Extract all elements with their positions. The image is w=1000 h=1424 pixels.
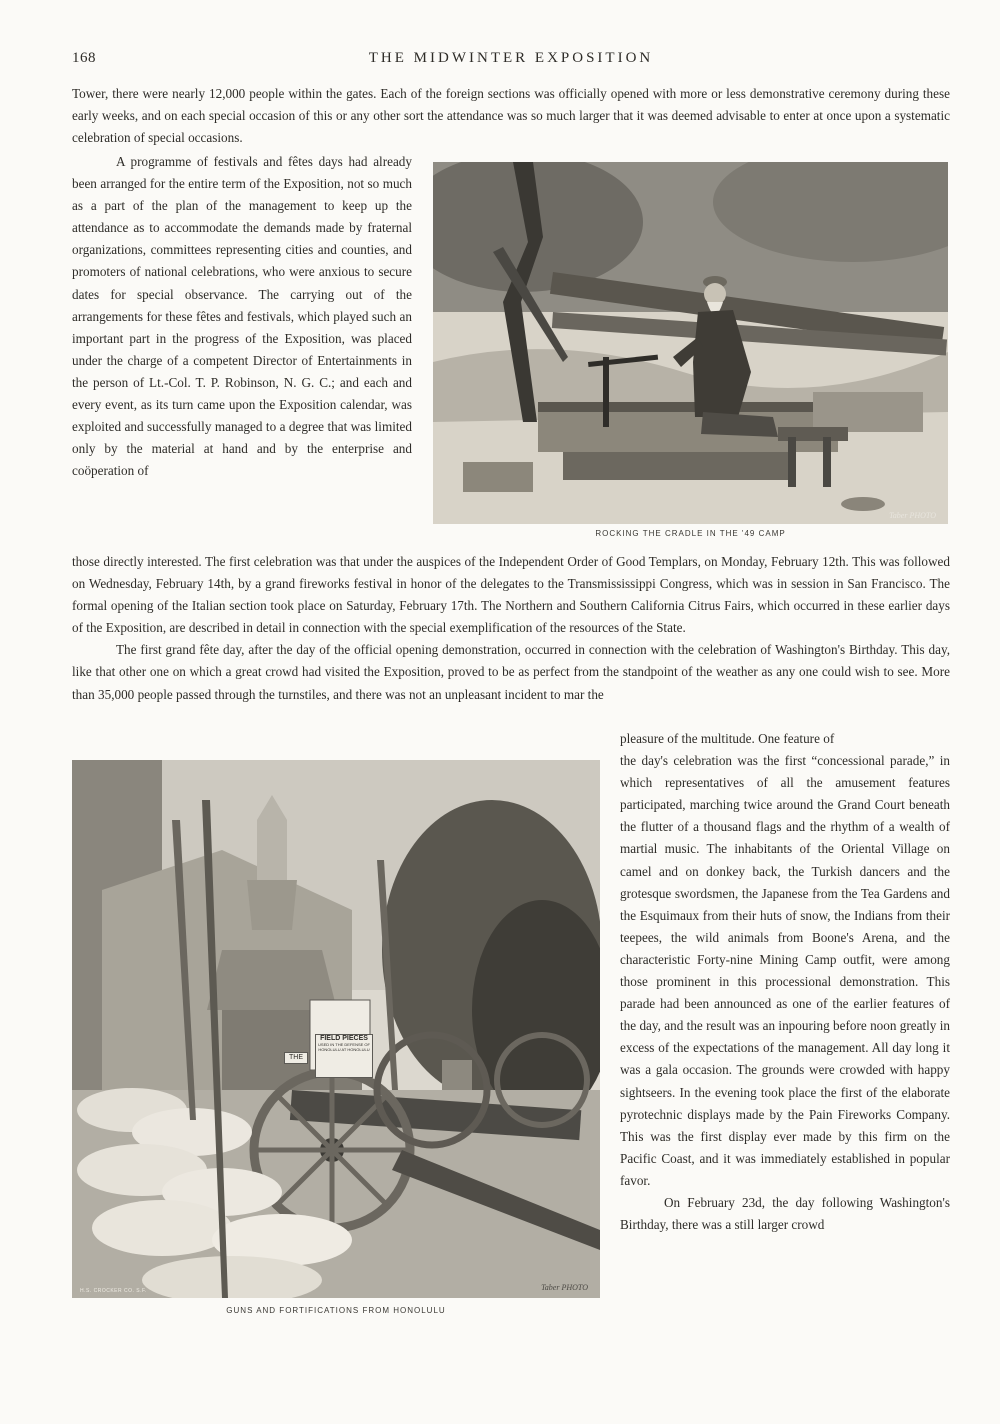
programme-column — [72, 151, 412, 482]
cradle-caption: ROCKING THE CRADLE IN THE '49 CAMP — [595, 529, 786, 538]
parade-paragraph: the day's celebration was the first “concessional parade,” in which representatives of all the amusement features participated, marching twice around the Grand Court beneath the flutter of a thousand flags and the rhythm of a wealth of martial music. The inhabitants of the Oriental Village on camel and on donkey back, the Turkish dancers and the grotesque swordsmen, the Japanese from the Tea Gardens and the Esquimaux from their huts of snow, the Indians from their teepees, the wild animals from Boone's Arena, and the characteristic Forty-nine Mining Camp outfit, were among those prominent in this processional demonstration. This parade had been announced as one of the earlier features of the day, and the result was an inpouring before noon greatly in excess of the expectations of the management. All day long it was a gala occasion. The grounds were crowded with happy sightseers. In the evening took place the first of the elaborate pyrotechnic displays made by the Pain Fireworks Company. This was the first display ever made by this firm on the Pacific Coast, and it was immediately established in popular favor. — [620, 753, 950, 1188]
sign-title: FIELD PIECES — [320, 1035, 368, 1042]
guns-caption: GUNS AND FORTIFICATIONS FROM HONOLULU — [226, 1306, 446, 1315]
guns-photo-illustration — [72, 760, 600, 1298]
programme-paragraph: A programme of festivals and fêtes days had already been arranged for the entire term of the Exposition, not so much as a part of the plan of the management to keep up the attendance as to accommodate the demands made by fraternal organizations, committees representing cities and counties, and promoters of national celebrations, who were anxious to secure dates for special observance. The carrying out of the arrangements for these fêtes and festivals, which played such an important part in the progress of the Exposition, was placed under the charge of a competent Director of Entertainments in the person of Lt.-Col. T. P. Robinson, N. G. C.; and each and every event, as its turn came upon the Exposition calendar, was exploited and successfully managed to a degree that was limited only by the material at hand and by the enterprise and coöperation of — [72, 154, 412, 479]
sign-subtitle: USED IN THE DEFENSE OF HONOLULU AT HONOLULU — [318, 1042, 370, 1052]
fete-day-tail-line: pleasure of the multitude. One feature of — [620, 731, 835, 746]
feb23-paragraph: On February 23d, the day following Washington's Birthday, there was a still larger crowd — [620, 1194, 950, 1233]
guns-building-sign: THE — [284, 1052, 308, 1064]
cradle-photo-illustration — [433, 162, 948, 524]
running-title: THE MIDWINTER EXPOSITION — [368, 50, 654, 66]
figure-cradle — [430, 162, 948, 542]
intro-paragraph: Tower, there were nearly 12,000 people within the gates. Each of the foreign sections was officially opened with more or less demonstrative ceremony during these early weeks, and on each special occasion of this or any other sort the attendance was so much larger that it was deemed advisable to enter at once upon a systematic celebration of special occasions. — [72, 86, 950, 146]
intro-paragraph-block — [72, 83, 950, 149]
guns-photo — [72, 760, 600, 1298]
cradle-photo — [433, 162, 948, 524]
cradle-photo-credit: Taber PHOTO — [889, 511, 936, 520]
engraver-mark: H.S. CROCKER CO. S.F. — [80, 1288, 147, 1294]
page-header — [72, 50, 950, 74]
figure-guns — [72, 760, 602, 1320]
fete-day-paragraph: The first grand fête day, after the day of the official opening demonstration, occurred in connection with the celebration of Washington's Birthday. This day, like that other one on which a great crowd had visited the Exposition, proved to be as perfect from the standpoint of the weather as any one could wish to see. More than 35,000 people passed through the turnstiles, and there was not an unpleasant incident to mar the — [72, 642, 950, 702]
programme-continuation-paragraph: those directly interested. The first celebration was that under the auspices of the Independent Order of Good Templars, on Monday, February 12th. This was followed on Wednesday, February 14th, by a grand fireworks festival in honor of the delegates to the Transmississippi Congress, which was in session in San Francisco. The formal opening of the Italian section took place on Saturday, February 17th. The Northern and Southern California Citrus Fairs, which occurred in these earlier days of the Exposition, are described in detail in connection with the special exemplification of the resources of the State. — [72, 554, 950, 636]
right-column-block — [620, 728, 950, 1236]
guns-field-pieces-sign — [315, 1034, 373, 1078]
programme-continuation-block — [72, 551, 950, 706]
page-number: 168 — [72, 50, 96, 66]
guns-photo-credit: Taber PHOTO — [541, 1283, 588, 1292]
